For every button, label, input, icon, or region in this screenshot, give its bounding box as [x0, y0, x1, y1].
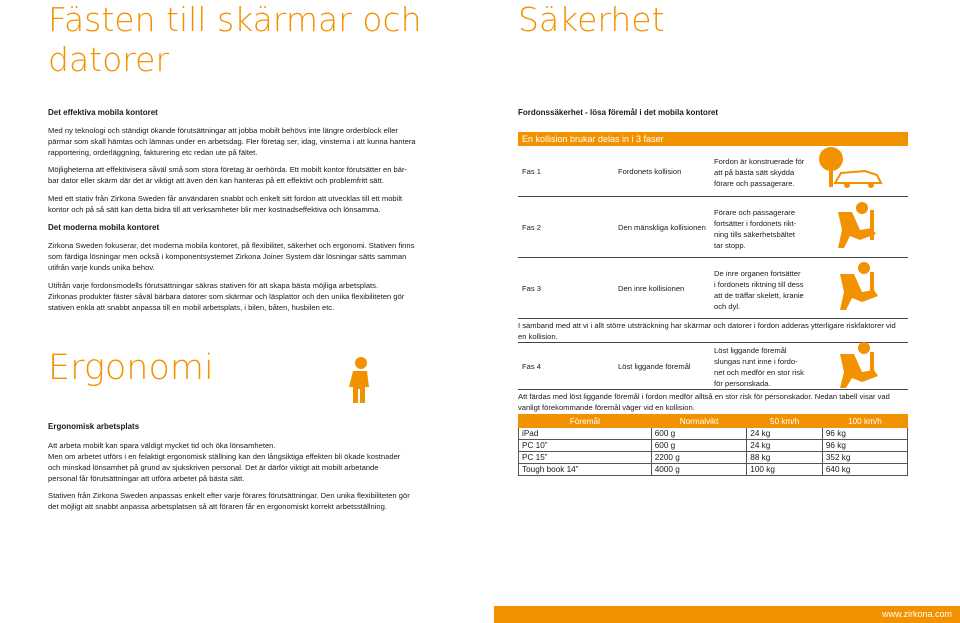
table-cell: 24 kg	[747, 428, 823, 440]
phase-description: Fordon är konstruerade för att på bästa sätt skydda förare och passagerare.	[714, 157, 805, 188]
phases-bar: En kollision brukar delas in i 3 faser	[518, 132, 908, 146]
table-header: 50 km/h	[747, 415, 823, 428]
phase-label: Fas 2	[522, 223, 541, 232]
table-cell: 88 kg	[747, 452, 823, 464]
phase-description: Förare och passagerare fortsätter i fordonets rikt- ning tills säkerhetsbältet tar stopp.	[714, 208, 797, 250]
table-row	[519, 452, 908, 464]
person-collision-icon	[830, 200, 885, 250]
table-cell: 96 kg	[822, 440, 907, 452]
right-heading: Fordonssäkerhet - lösa föremål i det mobila kontoret	[518, 108, 719, 117]
table-cell: 100 kg	[747, 464, 823, 476]
right-title: Säkerhet	[518, 0, 665, 39]
table-cell: 4000 g	[651, 464, 747, 476]
section2-paragraph2: Utifrån varje fordonsmodells förutsättningar säkras stativen för att skapa bästa möjliga arbetsplats. Zirkonas produkter fäster såväl bärbara datorer som skärmar och läsplattor och den unika flexibiliteten gör stativen enkla att snabbt anpassa till en mobil arbetsplats, i bilen, båten, husbilen etc.	[48, 281, 405, 312]
divider	[518, 389, 908, 390]
table-header: Normalvikt	[651, 415, 747, 428]
person-icon	[335, 355, 385, 405]
phase-name: Fordonets kollision	[618, 167, 682, 176]
phase-name: Den mänskliga kollisionen	[618, 223, 706, 232]
table-header: 100 km/h	[822, 415, 907, 428]
divider	[518, 318, 908, 319]
table-cell: 96 kg	[822, 428, 907, 440]
section1-paragraph1: Med ny teknologi och ständigt ökande förutsättningar att jobba mobilt behövs inte längre orderblock eller pärmar som skall hämtas och lämnas under en arbetsdag. Fler företag ser, idag, vinsterna i att kunna hantera rapportering, orderläggning, fakturering etc redan ute på fältet.	[48, 126, 416, 157]
table-cell: Tough book 14”	[519, 464, 652, 476]
phase-description: De inre organen fortsätter i fordonets riktning till dess att de träffar skelett, kranie och dyl.	[714, 269, 804, 311]
section3-paragraph2: Stativen från Zirkona Sweden anpassas enkelt efter varje förares förutsättningar. Den unika flexibiliteten gör det möjligt att snabbt anpassa arbetsplatsen så att föraren får en ergonomiskt korrekt arbetsställning.	[48, 491, 410, 511]
table-cell: PC 15”	[519, 452, 652, 464]
factor-text: I samband med att vi i allt större utsträckning har skärmar och datorer i fordon adderas ytterligare riskfaktorer vid en kollision.	[518, 321, 896, 341]
table-row	[519, 464, 908, 476]
table-cell: 352 kg	[822, 452, 907, 464]
table-cell: 2200 g	[651, 452, 747, 464]
table-cell: iPad	[519, 428, 652, 440]
section1-heading: Det effektiva mobila kontoret	[48, 108, 158, 117]
section2-heading: Det moderna mobila kontoret	[48, 223, 160, 232]
tree-car-icon	[815, 145, 885, 190]
table-cell: 640 kg	[822, 464, 907, 476]
table-cell: 24 kg	[747, 440, 823, 452]
section1-paragraph3: Med ett stativ från Zirkona Sweden får användaren snabbt och enkelt sitt fordon att utvecklas till ett mobilt kontor och på så sätt kan detta bidra till att verksamheter blir mer kostnadseffektiva och lönsamma.	[48, 194, 403, 214]
person-laptop-icon	[830, 260, 885, 312]
phase-name: Den inre kollisionen	[618, 284, 685, 293]
weight-table	[518, 414, 908, 476]
section2-paragraph1: Zirkona Sweden fokuserar, det moderna mobila kontoret, på flexibilitet, säkerhet och ergonomi. Stativen finns som färdiga lösningar men också i komponentsystemet Zirkona Joiner System där lösningar sätts samman utifrån varje kunds unika behov.	[48, 241, 415, 272]
table-header: Föremål	[519, 415, 652, 428]
phase-label: Fas 3	[522, 284, 541, 293]
table-cell: 600 g	[651, 428, 747, 440]
section1-paragraph2: Möjligheterna att effektivisera såväl små som stora företag är oerhörda. Ett mobilt kontor förutsätter en bär- bar dator eller skärm där det är viktigt att även den kan hanteras på ett effektivt och problemfritt sätt.	[48, 165, 408, 185]
table-cell: 600 g	[651, 440, 747, 452]
section3-heading: Ergonomisk arbetsplats	[48, 422, 140, 431]
table-row	[519, 428, 908, 440]
left-title-line1: Fästen till skärmar och	[48, 0, 422, 39]
table-header-row	[519, 415, 908, 428]
phase-name: Löst liggande föremål	[618, 362, 691, 371]
phase-label: Fas 1	[522, 167, 541, 176]
risk-text: Att färdas med löst liggande föremål i fordon medför alltså en stor risk för personskador. Nedan tabell visar vad vanligt förekommande föremål väger vid en kollision.	[518, 392, 890, 412]
left-title-line2: datorer	[48, 40, 170, 79]
table-cell: PC 10”	[519, 440, 652, 452]
table-row	[519, 440, 908, 452]
footer-bar	[494, 606, 960, 623]
ergonomi-title: Ergonomi	[48, 348, 214, 388]
person-laptop-icon	[830, 340, 885, 390]
phase-description: Löst liggande föremål slungas runt inne i fordo- net och medför en stor risk för personskada.	[714, 346, 804, 388]
footer-url[interactable]: www.zirkona.com	[881, 609, 952, 619]
section3-paragraph1: Att arbeta mobilt kan spara väldigt mycket tid och öka lönsamheten. Men om arbetet utförs i en felaktigt ergonomisk ställning kan den långsiktiga effekten bli ökade kostnader och minskad lönsamhet på grund av sjukskriven personal. Det är därför viktigt att mobilt arbetande personal får förutsättningar att utföra arbetet på bästa sätt.	[48, 441, 401, 483]
phase-label: Fas 4	[522, 362, 541, 371]
